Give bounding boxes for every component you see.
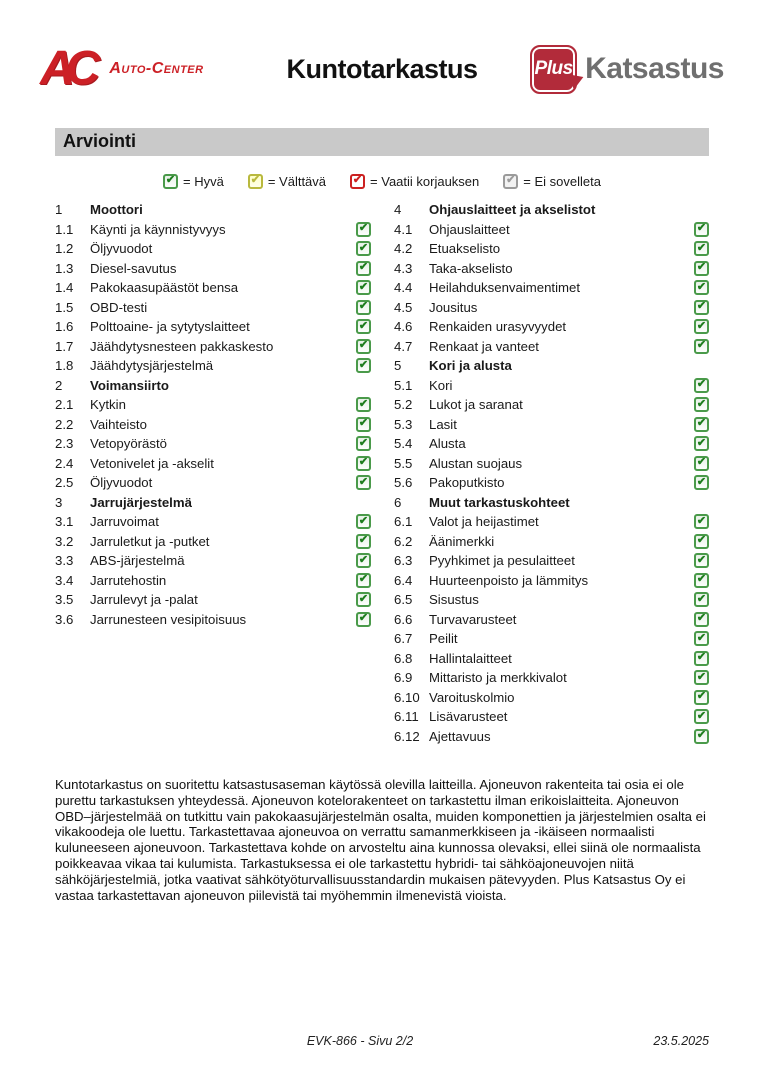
section-header-bar — [55, 128, 709, 156]
checklist-row — [394, 220, 709, 240]
check-icon: ✔ — [358, 475, 369, 488]
item-number: 5.1 — [394, 377, 413, 393]
plus-badge-icon — [530, 45, 577, 94]
item-label: Lukot ja saranat — [429, 397, 523, 413]
item-number: 3.6 — [55, 611, 74, 627]
check-icon: ✔ — [696, 553, 707, 566]
item-label: Moottori — [90, 202, 143, 218]
check-icon: ✔ — [696, 573, 707, 586]
item-number: 2.2 — [55, 416, 74, 432]
check-icon: ✔ — [358, 436, 369, 449]
check-icon: ✔ — [696, 456, 707, 469]
check-icon: ✔ — [358, 612, 369, 625]
checkbox-good — [694, 456, 709, 471]
checklist-row — [55, 512, 371, 532]
checklist-row — [394, 376, 709, 396]
item-label: Turvavarusteet — [429, 611, 517, 627]
check-icon: ✔ — [696, 339, 707, 352]
check-icon: ✔ — [696, 378, 707, 391]
check-icon: ✔ — [696, 690, 707, 703]
check-icon: ✔ — [696, 514, 707, 527]
checklist-row — [394, 610, 709, 630]
legend-item — [163, 174, 224, 189]
checkbox-good — [356, 241, 371, 256]
item-label: Valot ja heijastimet — [429, 514, 539, 530]
checkbox-good — [356, 280, 371, 295]
checklist-row — [394, 629, 709, 649]
checkbox-good — [356, 553, 371, 568]
item-label: Pakoputkisto — [429, 475, 505, 491]
checkbox-good — [694, 729, 709, 744]
checklist-row — [55, 278, 371, 298]
check-icon: ✔ — [696, 612, 707, 625]
item-number: 6.12 — [394, 728, 420, 744]
item-label: Jäähdytysjärjestelmä — [90, 358, 214, 374]
checkbox-good — [694, 417, 709, 432]
item-number: 5 — [394, 358, 402, 374]
item-label: Alustan suojaus — [429, 455, 523, 471]
check-icon: ✔ — [165, 174, 176, 186]
checklist-row — [394, 395, 709, 415]
checkbox-good — [694, 222, 709, 237]
item-label: Ajettavuus — [429, 728, 491, 744]
item-label: Huurteenpoisto ja lämmitys — [429, 572, 589, 588]
check-icon: ✔ — [696, 280, 707, 293]
item-label: OBD-testi — [90, 299, 148, 315]
auto-center-logo-text: Auto-Center — [109, 60, 204, 77]
check-icon: ✔ — [696, 241, 707, 254]
item-number: 6.3 — [394, 553, 413, 569]
item-number: 1.3 — [55, 260, 74, 276]
legend-item — [248, 174, 326, 189]
check-icon: ✔ — [696, 475, 707, 488]
item-number: 3.3 — [55, 553, 74, 569]
item-number: 1.2 — [55, 241, 74, 257]
item-label: Äänimerkki — [429, 533, 495, 549]
checklist-row — [394, 415, 709, 435]
check-icon: ✔ — [696, 670, 707, 683]
checklist-row — [55, 337, 371, 357]
item-label: Renkaiden urasyvyydet — [429, 319, 567, 335]
item-number: 2.3 — [55, 436, 74, 452]
item-label: Peilit — [429, 631, 458, 647]
checklist-row — [394, 298, 709, 318]
report-header — [0, 0, 764, 100]
checkbox-fair — [248, 174, 263, 189]
item-number: 1.8 — [55, 358, 74, 374]
checklist-row — [394, 707, 709, 727]
checkbox-good — [356, 319, 371, 334]
check-icon: ✔ — [696, 261, 707, 274]
checkbox-good — [694, 573, 709, 588]
item-number: 6.11 — [394, 709, 419, 725]
checkbox-good — [694, 631, 709, 646]
checkbox-good — [694, 670, 709, 685]
checklist-row — [55, 317, 371, 337]
checkbox-good — [356, 514, 371, 529]
item-label: Alusta — [429, 436, 466, 452]
item-number: 1.1 — [55, 221, 74, 237]
checkbox-good — [356, 300, 371, 315]
item-number: 4.6 — [394, 319, 413, 335]
checklist-row — [394, 317, 709, 337]
checkbox-good — [356, 573, 371, 588]
section-title: Arviointi — [63, 131, 137, 151]
checklist-row — [394, 473, 709, 493]
checkbox-repair — [350, 174, 365, 189]
item-label: Jarrujärjestelmä — [90, 494, 192, 510]
item-number: 5.4 — [394, 436, 413, 452]
item-number: 4.2 — [394, 241, 413, 257]
checklist-row — [394, 688, 709, 708]
item-label: Pakokaasupäästöt bensa — [90, 280, 239, 296]
checkbox-good — [694, 690, 709, 705]
item-number: 6.10 — [394, 689, 420, 705]
checklist-row — [55, 395, 371, 415]
item-label: Hallintalaitteet — [429, 650, 512, 666]
checklist-row — [55, 532, 371, 552]
item-label: ABS-järjestelmä — [90, 553, 185, 569]
checkbox-good — [163, 174, 178, 189]
checklist-row — [55, 356, 371, 376]
check-icon: ✔ — [358, 241, 369, 254]
item-number: 5.3 — [394, 416, 413, 432]
checklist-row — [394, 454, 709, 474]
legend-item — [503, 174, 601, 189]
checklist-row — [394, 727, 709, 747]
item-label: Vaihteisto — [90, 416, 147, 432]
checkbox-good — [694, 592, 709, 607]
checkbox-good — [356, 592, 371, 607]
auto-center-monogram-icon: AC — [40, 42, 92, 95]
check-icon: ✔ — [358, 592, 369, 605]
checklist-row — [55, 610, 371, 630]
checkbox-good — [694, 514, 709, 529]
item-label: Jousitus — [429, 299, 478, 315]
check-icon: ✔ — [696, 729, 707, 742]
check-icon: ✔ — [358, 456, 369, 469]
item-label: Vetonivelet ja -akselit — [90, 455, 214, 471]
item-number: 5.6 — [394, 475, 413, 491]
check-icon: ✔ — [696, 592, 707, 605]
katsastus-logo-text: Katsastus — [585, 52, 724, 85]
item-number: 3.1 — [55, 514, 74, 530]
item-number: 6.6 — [394, 611, 413, 627]
checklist-row — [394, 337, 709, 357]
checkbox-good — [356, 612, 371, 627]
checkbox-good — [694, 534, 709, 549]
item-number: 6 — [394, 494, 402, 510]
legend-label: = Välttävä — [267, 173, 327, 189]
item-label: Sisustus — [429, 592, 479, 608]
item-number: 2.5 — [55, 475, 74, 491]
checkbox-good — [356, 397, 371, 412]
checklist-row — [394, 200, 709, 220]
item-label: Kytkin — [90, 397, 126, 413]
checklist-row — [55, 376, 371, 396]
checklist-row — [394, 668, 709, 688]
check-icon: ✔ — [352, 174, 363, 186]
item-number: 2.4 — [55, 455, 74, 471]
report-date: 23.5.2025 — [653, 1034, 709, 1048]
checkbox-good — [694, 397, 709, 412]
item-label: Taka-akselisto — [429, 260, 513, 276]
checklist-row — [55, 434, 371, 454]
item-label: Varoituskolmio — [429, 689, 515, 705]
check-icon: ✔ — [358, 417, 369, 430]
check-icon: ✔ — [358, 514, 369, 527]
checklist-row — [55, 259, 371, 279]
check-icon: ✔ — [358, 573, 369, 586]
item-label: Öljyvuodot — [90, 241, 153, 257]
item-number: 6.4 — [394, 572, 413, 588]
item-label: Jarruletkut ja -putket — [90, 533, 210, 549]
item-label: Lisävarusteet — [429, 709, 508, 725]
item-number: 1.5 — [55, 299, 74, 315]
check-icon: ✔ — [358, 300, 369, 313]
check-icon: ✔ — [696, 319, 707, 332]
checklist — [55, 200, 709, 746]
item-number: 4.7 — [394, 338, 413, 354]
checklist-row — [394, 493, 709, 513]
check-icon: ✔ — [696, 534, 707, 547]
check-icon: ✔ — [696, 436, 707, 449]
checklist-row — [55, 239, 371, 259]
checkbox-good — [356, 417, 371, 432]
item-label: Vetopyörästö — [90, 436, 167, 452]
item-number: 1 — [55, 202, 63, 218]
item-label: Jarrutehostin — [90, 572, 167, 588]
item-label: Mittaristo ja merkkivalot — [429, 670, 567, 686]
item-number: 5.2 — [394, 397, 413, 413]
item-label: Ohjauslaitteet ja akselistot — [429, 202, 596, 218]
check-icon: ✔ — [696, 222, 707, 235]
checklist-row — [394, 434, 709, 454]
checkbox-good — [694, 319, 709, 334]
item-label: Ohjauslaitteet — [429, 221, 510, 237]
check-icon: ✔ — [696, 631, 707, 644]
check-icon: ✔ — [696, 300, 707, 313]
checkbox-good — [694, 709, 709, 724]
item-number: 3 — [55, 494, 63, 510]
checkbox-good — [694, 280, 709, 295]
checklist-row — [55, 454, 371, 474]
legend-label: = Ei sovelleta — [523, 173, 601, 189]
item-number: 6.2 — [394, 533, 413, 549]
checkbox-good — [694, 378, 709, 393]
checklist-column-right — [394, 200, 709, 746]
check-icon: ✔ — [358, 261, 369, 274]
check-icon: ✔ — [696, 417, 707, 430]
checklist-row — [394, 590, 709, 610]
item-label: Käynti ja käynnistyvyys — [90, 221, 226, 237]
check-icon: ✔ — [358, 339, 369, 352]
checklist-row — [394, 512, 709, 532]
item-number: 3.4 — [55, 572, 74, 588]
item-number: 6.5 — [394, 592, 413, 608]
check-icon: ✔ — [506, 174, 516, 186]
item-number: 6.7 — [394, 631, 413, 647]
checkbox-good — [356, 339, 371, 354]
item-label: Kori — [429, 377, 453, 393]
item-label: Jarruvoimat — [90, 514, 159, 530]
checklist-row — [394, 532, 709, 552]
item-number: 6.9 — [394, 670, 413, 686]
plate-and-page-number: EVK-866 - Sivu 2/2 — [306, 1034, 414, 1048]
checkbox-good — [356, 534, 371, 549]
checklist-row — [394, 278, 709, 298]
checkbox-good — [356, 261, 371, 276]
plus-badge-text: Plus — [534, 58, 573, 79]
check-icon: ✔ — [358, 319, 369, 332]
item-label: Öljyvuodot — [90, 475, 153, 491]
item-label: Voimansiirto — [90, 377, 169, 393]
check-icon: ✔ — [250, 174, 260, 186]
checkbox-good — [694, 261, 709, 276]
legend-item — [350, 174, 479, 189]
checklist-row — [55, 590, 371, 610]
checklist-row — [55, 551, 371, 571]
item-number: 1.6 — [55, 319, 74, 335]
checkbox-good — [694, 436, 709, 451]
item-number: 6.1 — [394, 514, 413, 530]
plus-katsastus-logo — [478, 45, 724, 94]
checklist-row — [55, 298, 371, 318]
checklist-row — [394, 259, 709, 279]
checkbox-good — [356, 456, 371, 471]
item-label: Jäähdytysnesteen pakkaskesto — [90, 338, 274, 354]
item-label: Lasit — [429, 416, 457, 432]
item-number: 4.1 — [394, 221, 413, 237]
item-number: 6.8 — [394, 650, 413, 666]
checkbox-good — [694, 651, 709, 666]
checklist-row — [394, 239, 709, 259]
check-icon: ✔ — [696, 709, 707, 722]
check-icon: ✔ — [358, 397, 369, 410]
page-footer — [55, 1034, 709, 1048]
checklist-row — [55, 571, 371, 591]
check-icon: ✔ — [696, 651, 707, 664]
checklist-row — [55, 415, 371, 435]
item-label: Muut tarkastuskohteet — [429, 494, 570, 510]
checklist-row — [55, 493, 371, 513]
item-label: Polttoaine- ja sytytyslaitteet — [90, 319, 250, 335]
checkbox-good — [356, 358, 371, 373]
checkbox-good — [694, 612, 709, 627]
check-icon: ✔ — [358, 280, 369, 293]
checkbox-good — [356, 475, 371, 490]
item-number: 4.5 — [394, 299, 413, 315]
item-number: 4.4 — [394, 280, 413, 296]
item-label: Renkaat ja vanteet — [429, 338, 539, 354]
check-icon: ✔ — [358, 553, 369, 566]
checklist-row — [55, 473, 371, 493]
check-icon: ✔ — [358, 222, 369, 235]
checkbox-na — [503, 174, 518, 189]
item-number: 2.1 — [55, 397, 74, 413]
item-number: 3.5 — [55, 592, 74, 608]
check-icon: ✔ — [358, 534, 369, 547]
checkbox-good — [694, 300, 709, 315]
item-label: Jarrulevyt ja -palat — [90, 592, 198, 608]
check-icon: ✔ — [696, 397, 707, 410]
disclaimer-text: Kuntotarkastus on suoritettu katsastusaseman käytössä olevilla laitteilla. Ajoneuvon rakenteita tai osia ei ole purettu tarkastuksen yhteydessä. Ajoneuvon kotelorakenteet on tarkastettu ilman erikoislaitteita. Ajoneuvon OBD–järjestelmää on tutkittu vain pakokaasujärjestelmän osalta, muiden komponettien ja järjestelmien osalta ei vikakoodeja ole luettu. Tarkastettavaa ajoneuvoa on verrattu samanmerkkiseen ja -ikäiseen normaalisti kuluneeseen ajoneuvoon. Tarkastettava kohde on arvosteltu aina kunnossa olevaksi, ellei siinä ole normaalista poikkeavaa vikaa tai kulumista. Tarkastuksessa ei ole tarkastettu hybridi- tai sähköajoneuvojen niitä sähköjärjestelmiä, jotka vaativat sähkötyöturvallisuusstandardin mukaisen pätevyyden. Plus Katsastus Oy ei vastaa tarkastettavan ajoneuvon piilevistä tai myöhemmin ilmenevistä vioista. — [55, 777, 706, 903]
item-number: 1.4 — [55, 280, 74, 296]
checklist-row — [55, 200, 371, 220]
checkbox-good — [694, 475, 709, 490]
item-label: Heilahduksenvaimentimet — [429, 280, 580, 296]
item-number: 5.5 — [394, 455, 413, 471]
item-label: Jarrunesteen vesipitoisuus — [90, 611, 247, 627]
item-number: 4 — [394, 202, 402, 218]
checkbox-good — [694, 241, 709, 256]
check-icon: ✔ — [358, 358, 369, 371]
item-number: 4.3 — [394, 260, 413, 276]
item-label: Diesel-savutus — [90, 260, 177, 276]
item-label: Etuakselisto — [429, 241, 501, 257]
item-label: Pyyhkimet ja pesulaitteet — [429, 553, 575, 569]
status-legend — [0, 171, 764, 191]
page-title: Kuntotarkastus — [286, 53, 478, 84]
item-number: 2 — [55, 377, 63, 393]
item-number: 1.7 — [55, 338, 74, 354]
checklist-row — [55, 220, 371, 240]
checkbox-good — [356, 436, 371, 451]
item-label: Kori ja alusta — [429, 358, 512, 374]
checklist-row — [394, 571, 709, 591]
checkbox-good — [356, 222, 371, 237]
checklist-row — [394, 551, 709, 571]
checkbox-good — [694, 339, 709, 354]
checklist-column-left — [55, 200, 371, 746]
checklist-row — [394, 649, 709, 669]
auto-center-logo — [40, 42, 286, 95]
item-number: 3.2 — [55, 533, 74, 549]
legend-label: = Hyvä — [183, 173, 224, 189]
legend-label: = Vaatii korjauksen — [370, 173, 480, 189]
checkbox-good — [694, 553, 709, 568]
checklist-row — [394, 356, 709, 376]
